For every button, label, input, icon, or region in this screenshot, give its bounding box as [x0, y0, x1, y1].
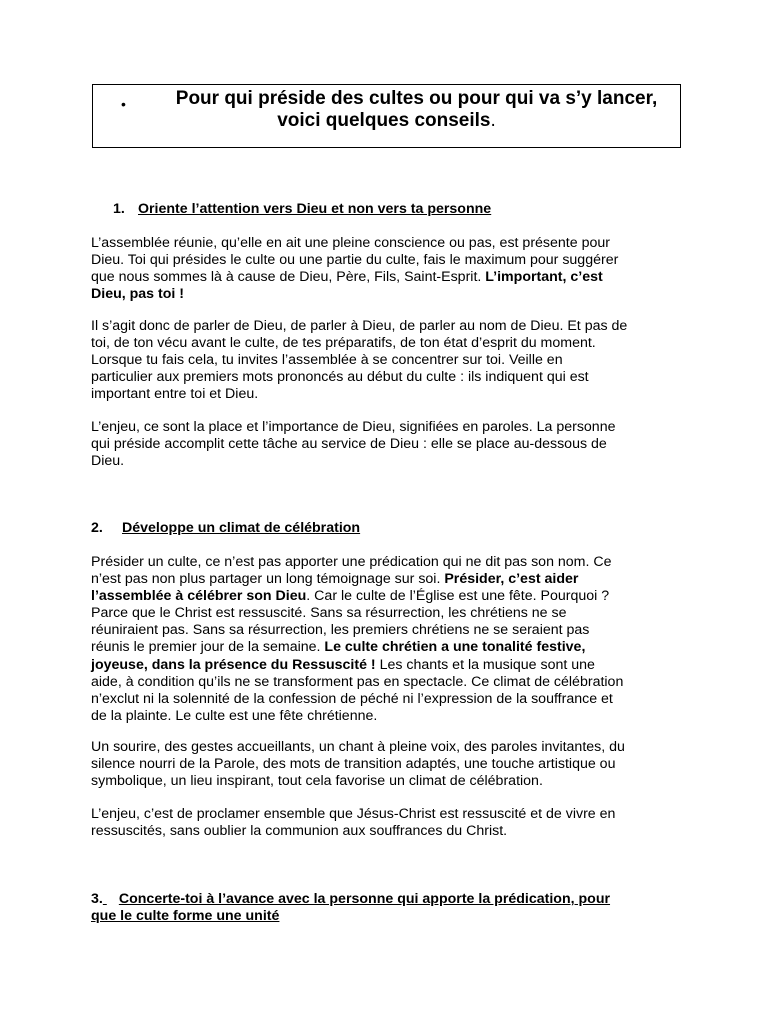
- section-2-number: 2.: [91, 520, 103, 536]
- text-line: [91, 269, 691, 286]
- section-2-paragraph-3: [91, 806, 691, 840]
- section-2-title: Développe un climat de célébration: [122, 520, 361, 536]
- emphasis-text: L’important, c’est: [485, 269, 603, 286]
- text-line: Il s’agit donc de parler de Dieu, de parler à Dieu, de parler au nom de Dieu. Et pas de: [91, 318, 628, 334]
- text-line: Dieu. Toi qui présides le culte ou une partie du culte, fais le maximum pour suggérer: [91, 252, 619, 269]
- text-line: symbolique, un lieu inspirant, tout cela favorise un climat de célébration.: [91, 773, 543, 790]
- section-3-heading: [91, 891, 610, 925]
- title-line-2: [93, 110, 680, 132]
- emphasis-text: Le culte chrétien a une tonalité festive,: [324, 639, 586, 656]
- section-2-heading: [91, 520, 360, 537]
- text-line: [91, 571, 691, 588]
- section-2-paragraph-2: [91, 739, 691, 790]
- text-line: toi, de ton vécu avant le culte, de tes préparatifs, de ton état d’esprit du moment.: [91, 335, 596, 352]
- text-line: qui préside accomplit cette tâche au service de Dieu : elle se place au-dessous de: [91, 436, 607, 453]
- text-line: L’enjeu, c’est de proclamer ensemble que Jésus-Christ est ressuscité et de vivre en: [91, 806, 616, 822]
- emphasis-text: Dieu, pas toi !: [91, 286, 185, 303]
- section-3-number: 3.: [91, 891, 103, 907]
- text-run: n’est pas non plus partager un long témoignage sur soi.: [91, 571, 445, 588]
- text-line: Dieu.: [91, 453, 125, 470]
- section-1-number: 1.: [113, 201, 125, 217]
- text-line: n’exclut ni la solennité de la confession de péché ni l’expression de la souffrance et: [91, 690, 613, 707]
- section-1-heading: [113, 201, 491, 218]
- text-line: [91, 657, 691, 674]
- text-line: Un sourire, des gestes accueillants, un chant à pleine voix, des paroles invitantes, du: [91, 739, 625, 755]
- text-line: de la plainte. Le culte est une fête chrétienne.: [91, 707, 378, 724]
- text-line: important entre toi et Dieu.: [91, 386, 259, 403]
- text-run: que nous sommes là à cause de Dieu, Père, Fils, Saint-Esprit.: [91, 269, 486, 286]
- title-box: [92, 84, 681, 148]
- text-line: particulier aux premiers mots prononcés au début du culte : ils indiquent qui est: [91, 369, 589, 386]
- text-line: [91, 588, 691, 605]
- section-2-paragraph-1: [91, 554, 691, 725]
- text-line: Lorsque tu fais cela, tu invites l’assemblée à se concentrer sur toi. Veille en: [91, 352, 563, 369]
- emphasis-text: joyeuse, dans la présence du Ressuscité !: [91, 656, 376, 673]
- text-run: Les chants et la musique sont une: [375, 656, 595, 673]
- emphasis-text: Présider, c’est aider: [444, 571, 579, 588]
- bullet-icon: •: [121, 96, 126, 112]
- section-3-title-line-2: que le culte forme une unité: [91, 908, 280, 924]
- text-line: Présider un culte, ce n’est pas apporter une prédication qui ne dit pas son nom. Ce: [91, 554, 612, 570]
- text-line: ressuscités, sans oublier la communion aux souffrances du Christ.: [91, 823, 508, 840]
- title-line-2-text: voici quelques conseils: [277, 110, 491, 131]
- text-line: Parce que le Christ est ressuscité. Sans sa résurrection, les chrétiens ne se: [91, 605, 567, 622]
- text-line: réuniraient pas. Sans sa résurrection, les premiers chrétiens ne se seraient pas: [91, 622, 590, 639]
- underline-spacer: [103, 891, 119, 908]
- section-1-paragraph-1: [91, 235, 691, 303]
- section-3-title-line-1: Concerte-toi à l’avance avec la personne qui apporte la prédication, pour: [118, 891, 611, 907]
- section-1-paragraph-3: [91, 419, 691, 470]
- emphasis-text: l’assemblée à célébrer son Dieu: [91, 588, 307, 605]
- text-run: réunis le premier jour de la semaine.: [91, 639, 325, 656]
- section-1-title: Oriente l’attention vers Dieu et non vers ta personne: [138, 201, 492, 217]
- text-line: L’assemblée réunie, qu’elle en ait une pleine conscience ou pas, est présente pour: [91, 235, 610, 251]
- text-line: L’enjeu, ce sont la place et l’importance de Dieu, signifiées en paroles. La personne: [91, 419, 616, 435]
- section-3-heading-line-1: [91, 891, 610, 908]
- text-line: [91, 639, 691, 656]
- text-run: . Car le culte de l’Église est une fête. Pourquoi ?: [306, 588, 610, 605]
- text-line: silence nourri de la Parole, des mots de transition adaptés, une touche artistique ou: [91, 756, 616, 773]
- section-1-paragraph-2: [91, 318, 691, 403]
- text-line: aide, à condition qu’ils ne se transforment pas en spectacle. Ce climat de célébration: [91, 673, 624, 690]
- title-period: .: [490, 110, 496, 131]
- title-line-1: Pour qui préside des cultes ou pour qui va s’y lancer,: [175, 88, 658, 109]
